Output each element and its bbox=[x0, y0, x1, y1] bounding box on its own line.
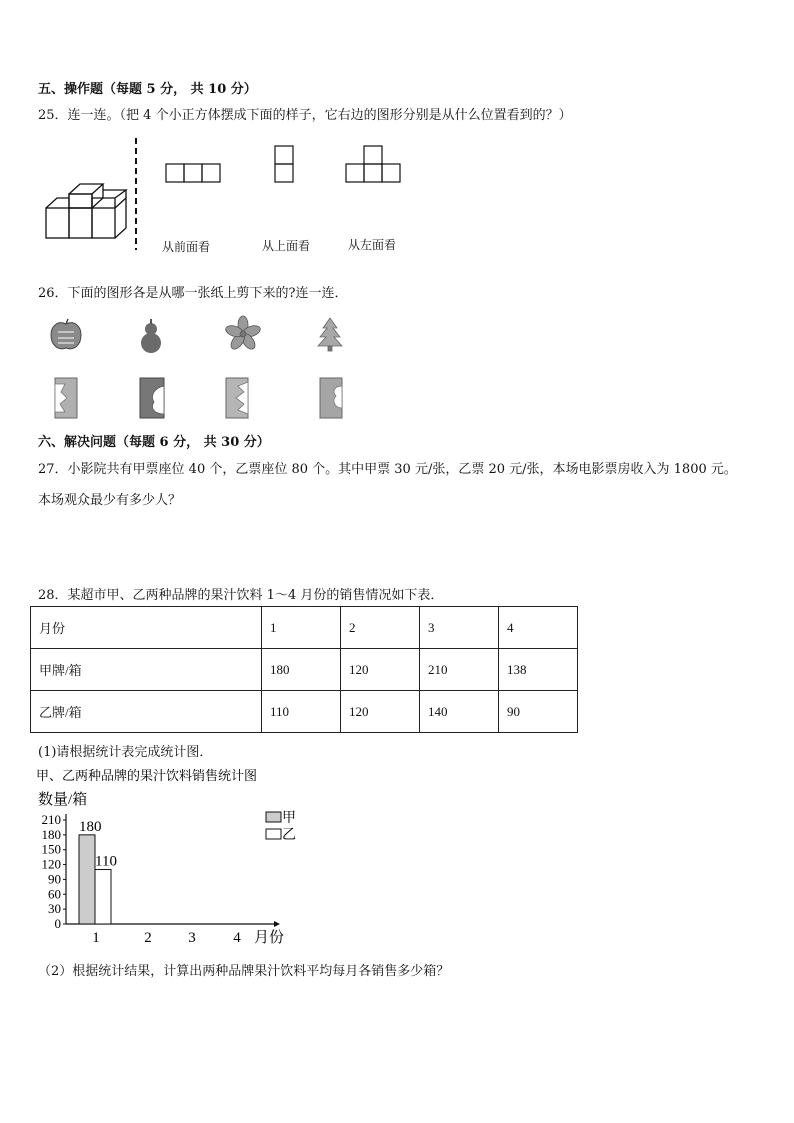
bar-data-label: 180 bbox=[79, 818, 102, 835]
chart-x-axis-label: 月份 bbox=[254, 930, 285, 946]
table-cell: 110 bbox=[262, 691, 341, 733]
table-cell: 1 bbox=[262, 607, 341, 649]
sales-bar-chart bbox=[30, 764, 350, 954]
paper-cut-1 bbox=[55, 378, 77, 418]
table-row bbox=[31, 607, 578, 649]
view-front-figure bbox=[166, 164, 220, 182]
question-27-line2: 本场观众最少有多少人？ bbox=[38, 493, 182, 508]
paper-cut-2 bbox=[140, 378, 164, 418]
q26-figures bbox=[40, 312, 370, 422]
table-cell: 120 bbox=[341, 691, 420, 733]
table-cell: 138 bbox=[499, 649, 578, 691]
x-tick-label: 1 bbox=[92, 930, 100, 946]
cube-stack-figure bbox=[46, 184, 126, 238]
y-tick-label: 30 bbox=[48, 901, 61, 917]
view-left-figure bbox=[346, 146, 400, 182]
y-tick-label: 0 bbox=[54, 916, 61, 931]
tree-icon bbox=[318, 318, 342, 351]
x-tick-label: 2 bbox=[144, 930, 152, 946]
y-tick-label: 60 bbox=[48, 886, 61, 902]
label-left-view: 从左面看 bbox=[348, 238, 397, 252]
bar-data-label: 110 bbox=[95, 853, 117, 870]
question-28-part1: (1)请根据统计表完成统计图． bbox=[38, 745, 213, 760]
question-25-text: 25．连一连。（把 4 个小正方体摆成下面的样子，它右边的图形分别是从什么位置看到的？） bbox=[38, 108, 572, 123]
question-26-text: 26．下面的图形各是从哪一张纸上剪下来的?连一连． bbox=[38, 286, 348, 301]
paper-cut-4 bbox=[320, 378, 342, 418]
table-cell: 甲牌/箱 bbox=[31, 649, 262, 691]
table-cell: 140 bbox=[420, 691, 499, 733]
table-cell: 4 bbox=[499, 607, 578, 649]
table-cell: 2 bbox=[341, 607, 420, 649]
sales-table bbox=[30, 606, 578, 733]
table-cell: 3 bbox=[420, 607, 499, 649]
view-top-figure bbox=[275, 146, 293, 182]
question-27-line1: 27．小影院共有甲票座位 40 个，乙票座位 80 个。其中甲票 30 元/张，乙票 20 元/张，本场电影票房收入为 1800 元。 bbox=[38, 462, 737, 477]
table-cell: 乙牌/箱 bbox=[31, 691, 262, 733]
y-tick-label: 210 bbox=[41, 812, 61, 827]
y-tick-label: 150 bbox=[41, 841, 61, 857]
x-tick-label: 4 bbox=[233, 930, 241, 946]
y-tick-label: 180 bbox=[41, 826, 61, 842]
label-front-view: 从前面看 bbox=[162, 240, 211, 254]
label-top-view: 从上面看 bbox=[262, 239, 311, 253]
legend-swatch bbox=[266, 829, 281, 839]
x-tick-label: 3 bbox=[188, 930, 196, 946]
chart-y-axis-label: 数量/箱 bbox=[38, 792, 88, 808]
flower-icon bbox=[224, 316, 261, 352]
legend-swatch bbox=[266, 812, 281, 822]
y-tick-label: 90 bbox=[48, 871, 61, 887]
bar-乙 bbox=[95, 870, 111, 924]
table-cell: 月份 bbox=[31, 607, 262, 649]
bar-甲 bbox=[79, 835, 95, 924]
table-row bbox=[31, 649, 578, 691]
apple-icon bbox=[51, 319, 81, 349]
table-cell: 180 bbox=[262, 649, 341, 691]
table-cell: 120 bbox=[341, 649, 420, 691]
table-row bbox=[31, 691, 578, 733]
chart-title: 甲、乙两种品牌的果汁饮料销售统计图 bbox=[36, 768, 258, 783]
legend-label: 乙 bbox=[282, 828, 296, 843]
question-28-part2: （2）根据统计结果，计算出两种品牌果汁饮料平均每月各销售多少箱？ bbox=[38, 964, 450, 979]
paper-cut-3 bbox=[226, 378, 248, 418]
gourd-icon bbox=[141, 319, 161, 353]
x-axis-arrow-icon bbox=[274, 921, 280, 927]
section-6-heading: 六、解决问题（每题 6 分， 共 30 分） bbox=[38, 435, 270, 450]
section-5-heading: 五、操作题（每题 5 分， 共 10 分） bbox=[38, 82, 257, 97]
table-cell: 210 bbox=[420, 649, 499, 691]
table-cell: 90 bbox=[499, 691, 578, 733]
question-28-text: 28．某超市甲、乙两种品牌的果汁饮料 1～4 月份的销售情况如下表． bbox=[38, 588, 444, 603]
y-tick-label: 120 bbox=[41, 856, 61, 872]
legend-label: 甲 bbox=[282, 811, 296, 826]
